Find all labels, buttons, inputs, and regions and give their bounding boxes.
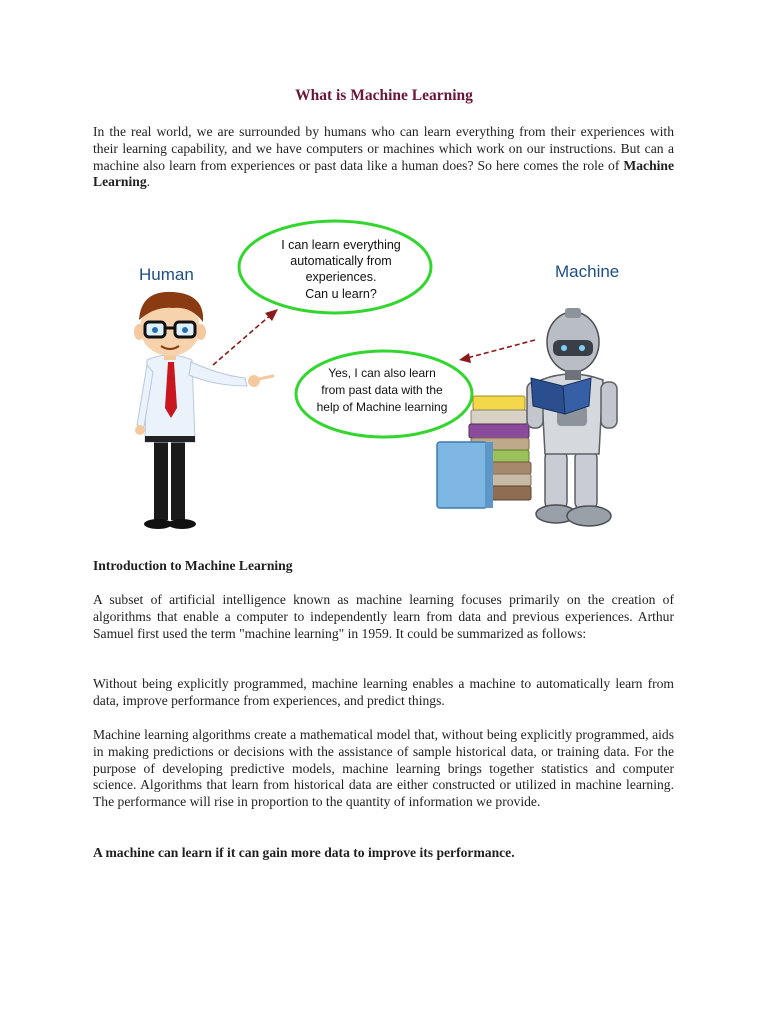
human-label: Human	[139, 265, 194, 284]
intro-text-end: .	[146, 174, 151, 190]
human-figure	[134, 292, 273, 529]
machine-bubble-line-2: from past data with the	[321, 383, 443, 397]
human-bubble-line-2: automatically from	[290, 254, 392, 268]
human-speech-bubble	[239, 221, 431, 313]
machine-label: Machine	[555, 262, 620, 281]
machine-bubble-line-1: Yes, I can also learn	[328, 366, 436, 380]
human-bubble-line-3: experiences.	[305, 270, 377, 284]
paragraph-2: Without being explicitly programmed, machine learning enables a machine to automatically learn from data, improve performance from experiences, and predict things.	[93, 676, 674, 708]
intro-text: In the real world, we are surrounded by humans who can learn everything from their experiences with their learning capability, and we have computers or machines which work on our instructions. But can a machine also learn from experiences or past data like a human does? So here comes the role of	[93, 124, 674, 173]
conclusion-statement: A machine can learn if it can gain more data to improve its performance.	[93, 845, 515, 860]
human-bubble-line-4: Can u learn?	[305, 287, 377, 301]
human-bubble-line-1: I can learn everything	[281, 238, 401, 252]
machine-to-bubble-arrow	[459, 340, 535, 363]
intro-paragraph	[93, 124, 674, 191]
robot-figure	[527, 308, 617, 526]
human-machine-illustration	[95, 210, 675, 540]
section-heading: Introduction to Machine Learning	[93, 558, 293, 573]
machine-bubble-line-3: help of Machine learning	[316, 400, 448, 414]
paragraph-3: Machine learning algorithms create a mathematical model that, without being explicitly programmed, aids in making predictions or decisions with the assistance of sample historical data, or training data. For the purpose of developing predictive models, machine learning brings together statistics and computer science. Algorithms that learn from historical data are either constructed or utilized in machine learning. The performance will rise in proportion to the quantity of information we provide.	[93, 727, 674, 810]
paragraph-1: A subset of artificial intelligence known as machine learning focuses primarily on the creation of algorithms that enable a computer to independently learn from data and previous experiences. Arthur Samuel first used the term "machine learning" in 1959. It could be summarized as follows:	[93, 592, 674, 641]
page-title: What is Machine Learning	[295, 87, 473, 104]
human-to-bubble-arrow	[213, 309, 278, 365]
machine-speech-bubble	[296, 351, 472, 437]
intro-bold-term: Machine Learning	[93, 157, 674, 190]
